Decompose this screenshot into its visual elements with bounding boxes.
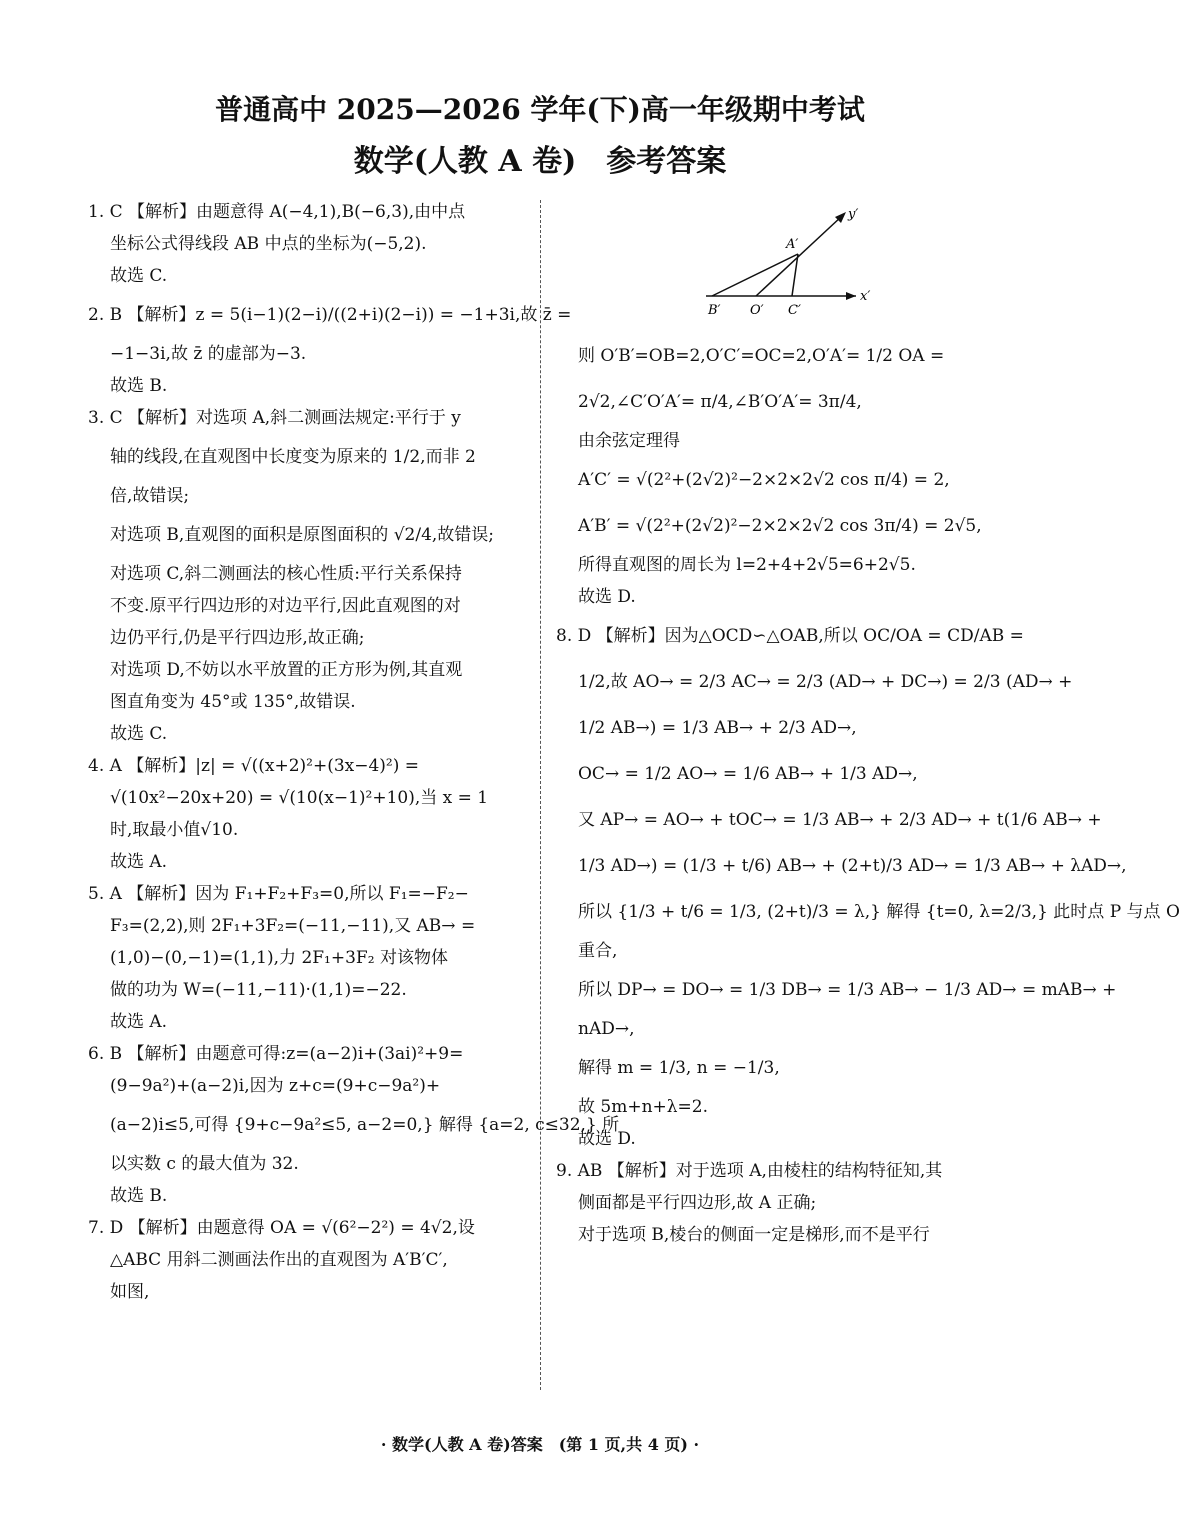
answer-line: (9−9a²)+(a−2)i,因为 z+c=(9+c−9a²)+	[110, 1076, 441, 1096]
label-x-prime: x′	[860, 289, 871, 304]
answer-line: 重合,	[578, 941, 618, 961]
answer-line: OC→ = 1/2 AO→ = 1/6 AB→ + 1/3 AD→,	[578, 764, 918, 784]
oblique-projection-figure	[556, 196, 996, 322]
answer-line: 故选 B.	[110, 376, 168, 396]
answer-line: 如图,	[110, 1282, 150, 1302]
answer-line: 故选 D.	[578, 1129, 636, 1149]
page-subtitle: 数学(人教 A 卷) 参考答案	[353, 144, 727, 179]
answer-line: 坐标公式得线段 AB 中点的坐标为(−5,2).	[110, 234, 427, 254]
answer-line: F₃=(2,2),则 2F₁+3F₂=(−11,−11),又 AB→ =	[110, 916, 476, 936]
answer-line: 则 O′B′=OB=2,O′C′=OC=2,O′A′= 1/2 OA =	[578, 346, 945, 366]
answer-line: 故选 A.	[110, 1012, 168, 1032]
answer-line: A′B′ = √(2²+(2√2)²−2×2×2√2 cos 3π/4) = 2√5,	[578, 516, 982, 536]
answer-line: 又 AP→ = AO→ + tOC→ = 1/3 AB→ + 2/3 AD→ + t(1/6 AB→ +	[578, 810, 1102, 830]
answer-line: 时,取最小值√10.	[110, 820, 239, 840]
answer-line: 6. B 【解析】由题意可得:z=(a−2)i+(3ai)²+9=	[88, 1044, 464, 1064]
answer-line: 所以 {1/3 + t/6 = 1/3, (2+t)/3 = λ,} 解得 {t=0, λ=2/3,} 此时点 P 与点 O	[578, 902, 1180, 922]
answer-line: 所以 DP→ = DO→ = 1/3 DB→ = 1/3 AB→ − 1/3 AD→ = mAB→ +	[578, 980, 1117, 1000]
answer-line: 1/3 AD→) = (1/3 + t/6) AB→ + (2+t)/3 AD→ = 1/3 AB→ + λAD→,	[578, 856, 1127, 876]
answer-line: 解得 m = 1/3, n = −1/3,	[578, 1058, 780, 1078]
label-y-prime: y′	[848, 207, 859, 222]
label-a-prime: A′	[786, 237, 799, 252]
answer-line: A′C′ = √(2²+(2√2)²−2×2×2√2 cos π/4) = 2,	[578, 470, 950, 490]
column-divider	[540, 200, 541, 1390]
answer-line: √(10x²−20x+20) = √(10(x−1)²+10),当 x = 1	[110, 788, 489, 808]
label-b-prime: B′	[708, 303, 721, 318]
answer-line: 对选项 B,直观图的面积是原图面积的 √2/4,故错误;	[110, 525, 495, 545]
answer-line: 3. C 【解析】对选项 A,斜二测画法规定:平行于 y	[88, 408, 461, 428]
answer-line: 故选 A.	[110, 852, 168, 872]
answer-line: 9. AB 【解析】对于选项 A,由棱柱的结构特征知,其	[556, 1161, 943, 1181]
answer-line: 轴的线段,在直观图中长度变为原来的 1/2,而非 2	[110, 447, 476, 467]
answer-line: 故选 D.	[578, 587, 636, 607]
x-axis-arrow	[846, 292, 856, 300]
answer-line: 所得直观图的周长为 l=2+4+2√5=6+2√5.	[578, 555, 916, 575]
answer-line: 图直角变为 45°或 135°,故错误.	[110, 692, 356, 712]
answer-line: 2√2,∠C′O′A′= π/4,∠B′O′A′= 3π/4,	[578, 392, 862, 412]
answer-line: 1. C 【解析】由题意得 A(−4,1),B(−6,3),由中点	[88, 202, 466, 222]
answer-line: 1/2,故 AO→ = 2/3 AC→ = 2/3 (AD→ + DC→) = 2/3 (AD→ +	[578, 672, 1073, 692]
answer-line: 以实数 c 的最大值为 32.	[110, 1154, 299, 1174]
right-column	[556, 196, 1180, 1251]
answer-line: 故选 C.	[110, 724, 168, 744]
answer-line: 边仍平行,仍是平行四边形,故正确;	[110, 628, 365, 648]
label-o-prime: O′	[750, 303, 764, 318]
answer-line: 由余弦定理得	[578, 431, 680, 451]
answer-line: 8. D 【解析】因为△OCD∽△OAB,所以 OC/OA = CD/AB =	[556, 626, 1024, 646]
answer-line: 对于选项 B,棱台的侧面一定是梯形,而不是平行	[578, 1225, 930, 1245]
answer-line: 故选 C.	[110, 266, 168, 286]
answer-line: 故选 B.	[110, 1186, 168, 1206]
answer-line: 做的功为 W=(−11,−11)·(1,1)=−22.	[110, 980, 407, 1000]
page-footer: · 数学(人教 A 卷)答案 (第 1 页,共 4 页) ·	[380, 1435, 700, 1454]
answer-line: 故 5m+n+λ=2.	[578, 1097, 709, 1117]
answer-line: 不变.原平行四边形的对边平行,因此直观图的对	[110, 596, 461, 616]
answer-line: 7. D 【解析】由题意得 OA = √(6²−2²) = 4√2,设	[88, 1218, 475, 1238]
answer-line: 对选项 C,斜二测画法的核心性质:平行关系保持	[110, 564, 462, 584]
answer-line: 2. B 【解析】z = 5(i−1)(2−i)/((2+i)(2−i)) = −1+3i,故 z̄ =	[88, 305, 572, 325]
answer-line: 对选项 D,不妨以水平放置的正方形为例,其直观	[110, 660, 463, 680]
segment-b-a	[712, 254, 798, 296]
answer-line: 1/2 AB→) = 1/3 AB→ + 2/3 AD→,	[578, 718, 857, 738]
page-title: 普通高中 2025—2026 学年(下)高一年级期中考试	[215, 93, 865, 126]
answer-line: 5. A 【解析】因为 F₁+F₂+F₃=0,所以 F₁=−F₂−	[88, 884, 469, 904]
answer-line: 倍,故错误;	[110, 486, 190, 506]
answer-line: 4. A 【解析】|z| = √((x+2)²+(3x−4)²) =	[88, 756, 420, 776]
answer-line: 侧面都是平行四边形,故 A 正确;	[578, 1193, 817, 1213]
answer-line: (a−2)i≤5,可得 {9+c−9a²≤5, a−2=0,} 解得 {a=2, c≤32,} 所	[110, 1115, 620, 1135]
label-c-prime: C′	[788, 303, 801, 318]
answer-line: △ABC 用斜二测画法作出的直观图为 A′B′C′,	[110, 1250, 448, 1270]
answer-line: −1−3i,故 z̄ 的虚部为−3.	[110, 344, 307, 364]
answer-line: nAD→,	[578, 1019, 635, 1039]
answer-line: (1,0)−(0,−1)=(1,1),力 2F₁+3F₂ 对该物体	[110, 948, 448, 968]
y-axis	[756, 216, 842, 296]
